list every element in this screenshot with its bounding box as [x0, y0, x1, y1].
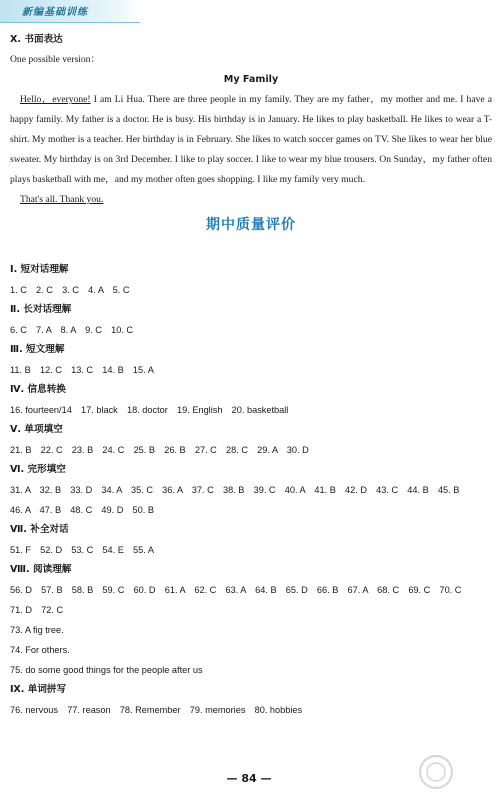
answer-line: 74. For others.: [10, 645, 70, 655]
midterm-title: 期中质量评价: [206, 217, 296, 233]
answer-section-heading: Ⅲ. 短文理解: [10, 344, 65, 355]
essay-greeting: Hello，everyone!: [20, 94, 91, 105]
answer-section-heading: Ⅱ. 长对话理解: [10, 304, 72, 315]
essay-paragraph: [10, 90, 492, 190]
answer-line: 71. D 72. C: [10, 605, 64, 615]
answer-section-heading: Ⅶ. 补全对话: [10, 524, 69, 535]
watermark-logo-graphic: [414, 752, 492, 796]
answer-line: 56. D 57. B 58. B 59. C 60. D 61. A 62. C 63. A 64. B 65. D 66. B 67. A 68. C 69. C 70. C: [10, 585, 462, 595]
essay-body: I am Li Hua. There are three people in my family. They are my father，my mother and me. I have a happy family. My father is a doctor. He is busy. His birthday is in January. He likes to play basketball. He likes to wear a T-shirt. My mother is a teacher. Her birthday is in February. She likes to watch soccer games on TV. She likes to wear her blue sweater. My birthday is on 3rd December. I like to play soccer. I like to wear my blue trousers. On Sunday，my father often plays basketball with me，and my mother often goes shopping. I like my family very much.: [10, 94, 492, 185]
answer-section-heading: Ⅵ. 完形填空: [10, 464, 66, 475]
answer-line: 16. fourteen/14 17. black 18. doctor 19. English 20. basketball: [10, 405, 289, 415]
essay-title: My Family: [223, 74, 279, 85]
page-content: [10, 30, 492, 720]
answer-line: 21. B 22. C 23. B 24. C 25. B 26. B 27. C 28. C 29. A 30. D: [10, 445, 309, 455]
essay-closing-line: [10, 190, 492, 210]
essay-intro: One possible version：: [10, 54, 101, 65]
answer-section-heading: Ⅴ. 单项填空: [10, 424, 63, 435]
answer-line: 75. do some good things for the people after us: [10, 665, 203, 675]
answer-line: 11. B 12. C 13. C 14. B 15. A: [10, 365, 154, 375]
answer-section-heading: Ⅷ. 阅读理解: [10, 564, 72, 575]
answer-line: 1. C 2. C 3. C 4. A 5. C: [10, 285, 130, 295]
answer-sections: [10, 260, 492, 720]
answer-section-heading: Ⅳ. 信息转换: [10, 384, 66, 395]
section-x-heading: Ⅹ. 书面表达: [10, 34, 63, 45]
answer-line: 76. nervous 77. reason 78. Remember 79. memories 80. hobbies: [10, 705, 303, 715]
answer-section-heading: Ⅸ. 单词拼写: [10, 684, 67, 695]
essay-closing: That's all. Thank you.: [20, 194, 104, 205]
watermark-logo: [414, 752, 492, 796]
answer-line: 51. F 52. D 53. C 54. E 55. A: [10, 545, 155, 555]
series-title: 新编基础训练: [22, 7, 88, 18]
answer-section-heading: Ⅰ. 短对话理解: [10, 264, 69, 275]
page-number: — 84 —: [226, 772, 272, 785]
spacer: [10, 238, 492, 260]
answer-line: 6. C 7. A 8. A 9. C 10. C: [10, 325, 134, 335]
answer-line: 46. A 47. B 48. C 49. D 50. B: [10, 505, 155, 515]
answer-line: 73. A fig tree.: [10, 625, 64, 635]
answer-line: 31. A 32. B 33. D 34. A 35. C 36. A 37. C 38. B 39. C 40. A 41. B 42. D 43. C 44. B 45. B: [10, 485, 460, 495]
